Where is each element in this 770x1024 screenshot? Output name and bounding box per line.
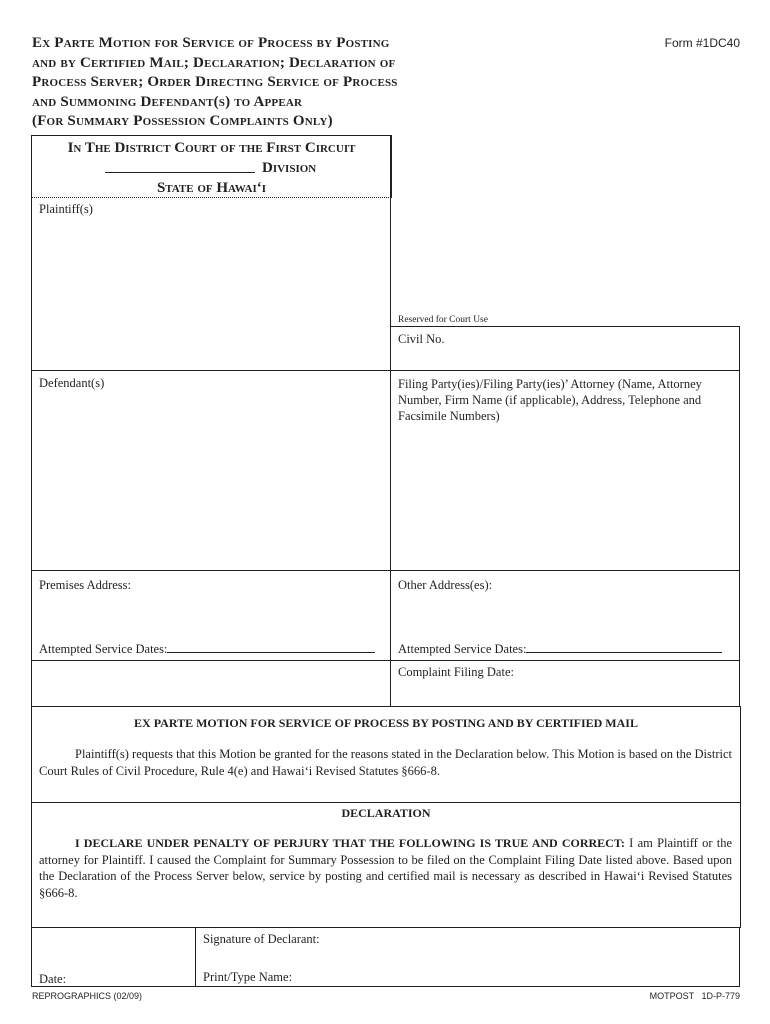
date-label: Date: (39, 972, 67, 986)
court-name: In The District Court of the First Circuit (67, 140, 356, 156)
right-border-upper (739, 326, 740, 706)
attempted-service-left-label: Attempted Service Dates: (39, 642, 168, 656)
state-name: State of Hawai‘i (156, 180, 267, 196)
civil-no-label: Civil No. (398, 332, 445, 346)
court-header-box (31, 135, 392, 198)
plaintiff-label: Plaintiff(s) (39, 202, 93, 216)
defendant-top-rule (31, 370, 740, 371)
motion-heading: EX PARTE MOTION FOR SERVICE OF PROCESS BY POSTING AND BY CERTIFIED MAIL (134, 716, 638, 730)
premises-address-label: Premises Address: (39, 578, 132, 592)
motion-body: Plaintiff(s) requests that this Motion be granted for the reasons stated in the Declaration below. This Motion is based on the District Court Rules of Civil Procedure, Rule 4(e) and Hawai‘i Revised Statutes §666-8. (39, 747, 732, 778)
signature-bottom-rule (31, 986, 740, 987)
division-label: Division (262, 160, 317, 176)
print-type-name-label: Print/Type Name: (203, 970, 293, 984)
title-line-3: Process Server; Order Directing Service of Process (32, 74, 398, 90)
center-divider (390, 135, 391, 706)
declaration-body (39, 835, 732, 901)
complaint-date-top-rule (31, 660, 740, 661)
footer-form-code: MOTPOST 1D-P-779 (649, 991, 740, 1001)
title-line-2: and by Certified Mail; Declaration; Declaration of (32, 54, 396, 71)
footer-reprographics: REPROGRAPHICS (02/09) (32, 991, 143, 1001)
attempted-service-right-label: Attempted Service Dates: (398, 642, 527, 656)
form-title (32, 34, 472, 132)
attempted-service-right (398, 641, 722, 657)
signature-of-declarant-label: Signature of Declarant: (203, 932, 320, 946)
signature-left-border (31, 927, 32, 987)
declaration-heading: DECLARATION (341, 806, 431, 820)
attempted-service-right-blank[interactable] (526, 652, 722, 653)
other-addresses-label: Other Address(es): (398, 578, 493, 592)
attempted-service-left-blank[interactable] (167, 652, 375, 653)
title-line-5: (For Summary Possession Complaints Only) (32, 113, 333, 129)
complaint-filing-date-label: Complaint Filing Date: (398, 665, 514, 679)
declaration-text: I am Plaintiff or the attorney for Plaintiff. I caused the Complaint for Summary Possession to be filed on the Complaint Filing Date listed above. Based upon the Declaration of the Process Server below, service by posting and certified mail is necessary as described in Hawai‘i Revised Statutes §666-8. (39, 836, 732, 900)
title-line-4: and Summoning Defendant(s) to Appear (32, 93, 303, 110)
court-box-divider (31, 197, 391, 198)
division-line (32, 158, 391, 178)
title-line-1: Ex Parte Motion for Service of Process by Posting (32, 35, 390, 51)
defendant-label: Defendant(s) (39, 376, 105, 390)
division-blank[interactable] (105, 172, 255, 173)
declaration-lead: I DECLARE UNDER PENALTY OF PERJURY THAT THE FOLLOWING IS TRUE AND CORRECT: (75, 836, 625, 850)
premises-top-rule (31, 570, 740, 571)
filing-party-label: Filing Party(ies)/Filing Party(ies)’ Attorney (Name, Attorney Number, Firm Name (if applicable), Address, Telephone and Facsimile Numbers) (398, 377, 702, 423)
signature-divider (195, 927, 196, 987)
attempted-service-left (39, 641, 375, 657)
signature-right-border (739, 927, 740, 987)
left-border (31, 197, 32, 706)
form-number: Form #1DC40 (664, 36, 740, 50)
reserved-court-use-label: Reserved for Court Use (398, 315, 488, 325)
